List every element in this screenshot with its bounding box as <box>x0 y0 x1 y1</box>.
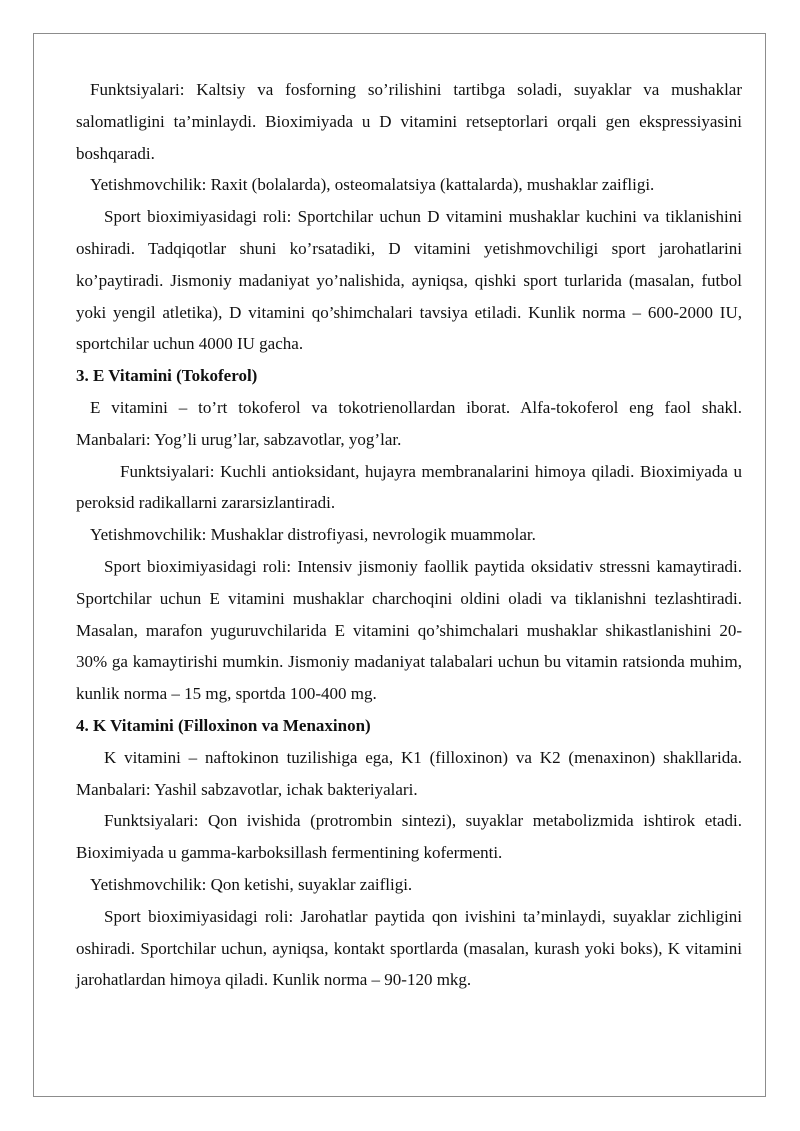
paragraph-d-sport-role: Sport bioximiyasidagi roli: Sportchilar uchun D vitamini mushaklar kuchini va tiklanishini oshiradi. Tadqiqotlar shuni ko’rsatadiki, D vitamini yetishmovchiligi sport jarohatlarini ko’paytiradi. Jismoniy madaniyat yo’nalishida, ayniqsa, qishki sport turlarida (masalan, futbol yoki yengil atletika), D vitamini qo’shimchalari tavsiya etiladi. Kunlik norma – 600-2000 IU, sportchilar uchun 4000 IU gacha. <box>76 207 742 354</box>
paragraph-k-sport-role: Sport bioximiyasidagi roli: Jarohatlar paytida qon ivishini ta’minlaydi, suyaklar zichligini oshiradi. Sportchilar uchun, ayniqsa, kontakt sportlarda (masalan, kurash yoki boks), K vitamini jarohatlardan himoya qiladi. Kunlik norma – 90-120 mkg. <box>76 906 742 990</box>
paragraph-e-functions: Funktsiyalari: Kuchli antioksidant, hujayra membranalarini himoya qiladi. Bioximiyada u peroksid radikallarni zararsizlantiradi. <box>76 461 742 513</box>
heading-vitamin-k: 4. K Vitamini (Filloxinon va Menaxinon) <box>76 715 371 735</box>
paragraph-d-functions: Funktsiyalari: Kaltsiy va fosforning so’rilishini tartibga soladi, suyaklar va mushaklar salomatligini ta’minlaydi. Bioximiyada u D vitamini retseptorlari orqali gen ekspressiyasini boshqaradi. <box>76 80 742 163</box>
heading-vitamin-e: 3. E Vitamini (Tokoferol) <box>76 366 258 386</box>
paragraph-e-sport-role: Sport bioximiyasidagi roli: Intensiv jismoniy faollik paytida oksidativ stressni kamaytiradi. Sportchilar uchun E vitamini mushaklar charchoqini oldini oladi va tiklanishni tezlashtiradi. Masalan, marafon yuguruvchilarida E vitamini qo’shimchalari mushaklar shikastlanishini 20-30% ga kamaytirishi mumkin. Jismoniy madaniyat talabalari uchun bu vitamin ratsionda muhim, kunlik norma – 15 mg, sportda 100-400 mg. <box>76 556 742 704</box>
paragraph-e-deficiency: Yetishmovchilik: Mushaklar distrofiyasi, nevrologik muammolar. <box>90 525 536 545</box>
document-body <box>76 74 742 996</box>
paragraph-e-intro: E vitamini – to’rt tokoferol va tokotrienollardan iborat. Alfa-tokoferol eng faol shakl. Manbalari: Yog’li urug’lar, sabzavotlar, yog’lar. <box>76 397 742 449</box>
paragraph-k-functions: Funktsiyalari: Qon ivishida (protrombin sintezi), suyaklar metabolizmida ishtirok etadi. Bioximiyada u gamma-karboksillash fermentining kofermenti. <box>76 811 742 863</box>
paragraph-k-deficiency: Yetishmovchilik: Qon ketishi, suyaklar zaifligi. <box>90 874 413 894</box>
paragraph-k-intro: K vitamini – naftokinon tuzilishiga ega, K1 (filloxinon) va K2 (menaxinon) shakllarida. Manbalari: Yashil sabzavotlar, ichak bakteriyalari. <box>76 747 742 799</box>
paragraph-d-deficiency: Yetishmovchilik: Raxit (bolalarda), osteomalatsiya (kattalarda), mushaklar zaifligi. <box>90 175 655 195</box>
